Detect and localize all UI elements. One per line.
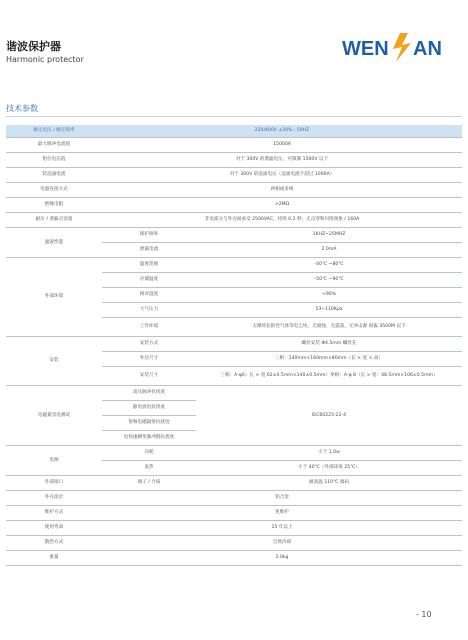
- table-row: [6, 138, 462, 153]
- cell-label: 外部接口: [6, 476, 102, 491]
- cell-value: 2.0kg: [102, 551, 462, 566]
- table-row: [6, 386, 462, 401]
- cell-value: 1KHZ~25MHZ: [196, 228, 462, 243]
- table-row: [6, 228, 462, 243]
- group-label-power: 电源: [6, 446, 102, 476]
- cell-sublabel: 相对湿度: [102, 288, 196, 303]
- cell-value: <90%: [196, 288, 462, 303]
- group-label-env: 外部环境: [6, 258, 102, 337]
- table-row: [6, 213, 462, 228]
- cell-sublabel: 工作环境: [102, 318, 196, 337]
- cell-value: 无爆炸危险性气体等电尘埃，无腐蚀，无震荡，无冲击源 海拔 3500M 以下: [196, 318, 462, 337]
- cell-sublabel: 温度范围: [102, 258, 196, 273]
- page-title: 谐波保护器: [6, 40, 61, 53]
- cell-sublabel: 功耗: [102, 446, 196, 461]
- cell-label: 绝缘电阻: [6, 198, 102, 213]
- table-row: [6, 491, 462, 506]
- section-title: 技术参数: [6, 104, 38, 113]
- cell-sublabel: 保护频率: [102, 228, 196, 243]
- table-row: [6, 168, 462, 183]
- table-row: [6, 198, 462, 213]
- table-row: [6, 476, 462, 491]
- cell-value: 三相：140mm×160mm×80mm（长 × 宽 × 高）: [196, 352, 462, 367]
- cell-value: 小于 40℃（外部环境 25℃）: [196, 461, 462, 476]
- cell-label: 耐压 / 泄漏点容量: [6, 213, 102, 228]
- cell-value: 15000A: [102, 138, 462, 153]
- cell-sublabel: 泄露电流: [102, 243, 196, 258]
- cell-sublabel: 外径尺寸: [102, 352, 196, 367]
- cell-value: 免维护: [102, 506, 462, 521]
- cell-label: 维护方式: [6, 506, 102, 521]
- cell-value: -40℃ ~80℃: [196, 258, 462, 273]
- cell-value: 220/400V ±20% ; 50HZ: [102, 125, 462, 138]
- cell-label: 额定电压 / 额定频率: [6, 125, 102, 138]
- table-row: [6, 521, 462, 536]
- wenan-logo: [340, 30, 460, 64]
- cell-value: 铝合金: [102, 491, 462, 506]
- page-number: - 10: [416, 610, 432, 619]
- cell-sublabel: 电快速瞬变脉冲群抗扰度: [102, 431, 196, 446]
- cell-value: 非电部分与外壳间承受 2500VAC，持续 0.2 秒，无击穿和闪络现象 / 160A: [102, 213, 462, 228]
- cell-value: 耐高温 110℃ 端码: [196, 476, 462, 491]
- cell-value: 小于 1.0w: [196, 446, 462, 461]
- table-row: [6, 337, 462, 352]
- cell-label: 散热方式: [6, 536, 102, 551]
- cell-sublabel: 静电放电抗扰度: [102, 401, 196, 416]
- table-row: [6, 536, 462, 551]
- table-row: [6, 183, 462, 198]
- cell-value: 两相或多相: [102, 183, 462, 198]
- cell-label: 外壳涂层: [6, 491, 102, 506]
- cell-value: 15 年以上: [102, 521, 462, 536]
- cell-label: 最大脉冲电流值: [6, 138, 102, 153]
- cell-sublabel: 高压脉冲抗扰度: [102, 386, 196, 401]
- cell-sublabel: 发热: [102, 461, 196, 476]
- spec-table: [6, 125, 462, 566]
- cell-label: 钳位电压值: [6, 153, 102, 168]
- table-row: [6, 153, 462, 168]
- cell-sublabel: 射频电磁辐射抗扰度: [102, 416, 196, 431]
- cell-value: 53~110Kpa: [196, 303, 462, 318]
- cell-label: 使用寿命: [6, 521, 102, 536]
- table-row: [6, 551, 462, 566]
- table-header-row: [6, 125, 462, 138]
- section-divider: [6, 116, 462, 117]
- cell-sublabel: 存储温度: [102, 273, 196, 288]
- table-row: [6, 446, 462, 461]
- cell-value: 螺丝安装 Φ4.5mm 螺丝孔: [196, 337, 462, 352]
- cell-sublabel: 安装尺寸: [102, 367, 196, 386]
- cell-value: 对于 300V 的浪涌电压（浪涌电流不超过 1000A）: [102, 168, 462, 183]
- cell-value: 对于 300V 的谐滤电压，可限制 1500V 以下: [102, 153, 462, 168]
- lightning-icon: [393, 33, 411, 62]
- logo-text-right: AN: [413, 38, 442, 60]
- logo-text-left: WEN: [342, 38, 389, 60]
- cell-sublabel: 安装方式: [102, 337, 196, 352]
- table-row: [6, 506, 462, 521]
- cell-value: 自然冷却: [102, 536, 462, 551]
- cell-sublabel: 端子 / 介质: [102, 476, 196, 491]
- page-subtitle: Harmonic protector: [6, 55, 84, 64]
- cell-value: 2.0mA: [196, 243, 462, 258]
- cell-value: IEC60225-22-4: [196, 386, 462, 446]
- cell-value: 三相：A-φ6）长 × 宽 62±0.5mm×140±0.5mm）单相：A-φ 8（长 × 宽：48.5mm×106±0.5mm）: [196, 367, 462, 386]
- cell-value: >2MΩ: [102, 198, 462, 213]
- cell-label: 防浪涌电流: [6, 168, 102, 183]
- group-label-install: 安装: [6, 337, 102, 386]
- group-label-emc: 电磁兼容电测试: [6, 386, 102, 446]
- table-row: [6, 258, 462, 273]
- cell-label: 重量: [6, 551, 102, 566]
- group-label-filter: 滤波性能: [6, 228, 102, 258]
- cell-sublabel: 大气压力: [102, 303, 196, 318]
- cell-label: 电器连接方式: [6, 183, 102, 198]
- cell-value: -50℃ ~90℃: [196, 273, 462, 288]
